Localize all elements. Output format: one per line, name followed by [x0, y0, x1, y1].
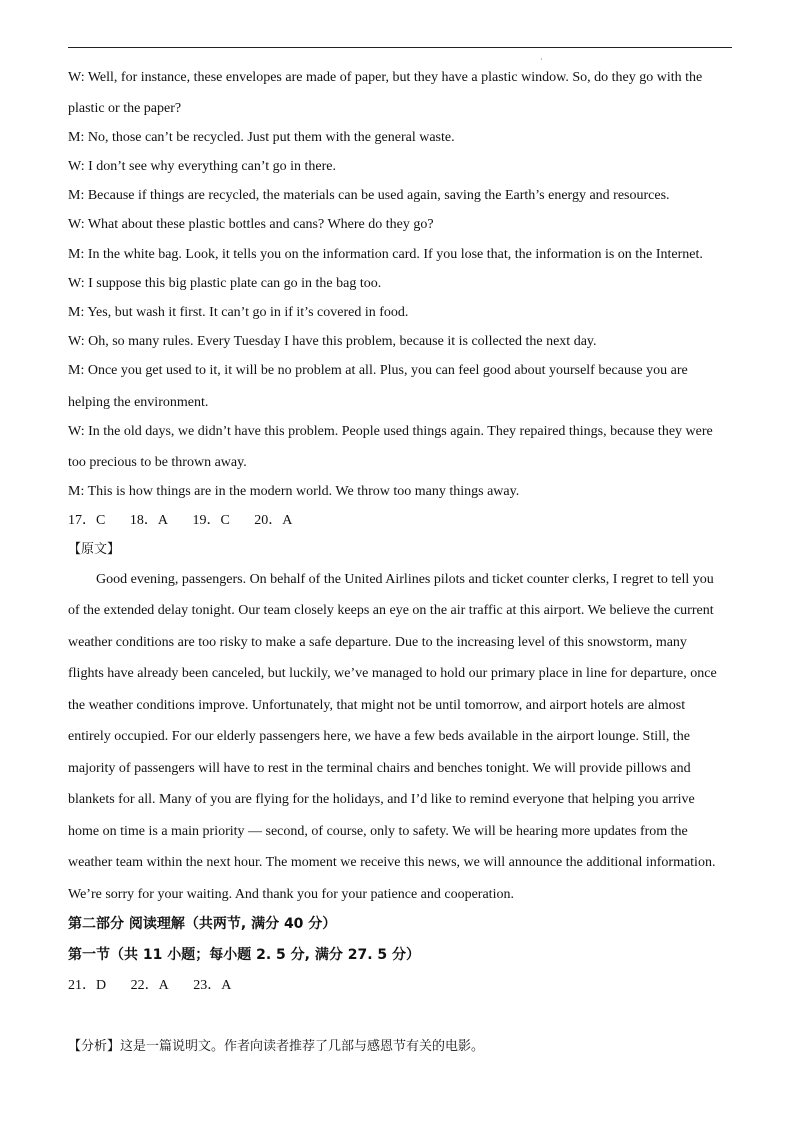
analysis-paragraph: 【分析】这是一篇说明文。作者向读者推荐了几部与感恩节有关的电影。: [68, 1039, 485, 1054]
dialogue-line: M: This is how things are in the modern world. We throw too many things away.: [68, 484, 520, 499]
dialogue-line: M: No, those can’t be recycled. Just put them with the general waste.: [68, 130, 455, 145]
dialogue-line: M: Once you get used to it, it will be no problem at all. Plus, you can feel good about yourself because you are: [68, 363, 688, 378]
header-rule: [68, 47, 732, 48]
passage-line: Good evening, passengers. On behalf of the United Airlines pilots and ticket counter clerks, I regret to tell you: [96, 572, 714, 587]
dialogue-line: W: In the old days, we didn’t have this problem. People used things again. They repaired things, because they were: [68, 424, 713, 439]
answer-key-21-23: 21．D 22．A 23．A: [68, 978, 232, 993]
dialogue-line: W: What about these plastic bottles and cans? Where do they go?: [68, 217, 434, 232]
passage-line: weather team within the next hour. The moment we receive this news, we will announce the additional information.: [68, 855, 716, 870]
dialogue-line: M: In the white bag. Look, it tells you on the information card. If you lose that, the information is on the Internet.: [68, 247, 703, 262]
passage-line: of the extended delay tonight. Our team closely keeps an eye on the air traffic at this airport. We believe the current: [68, 603, 714, 618]
passage-line: the weather conditions improve. Unfortunately, that might not be until tomorrow, and airport hotels are almost: [68, 698, 686, 713]
passage-line: majority of passengers will have to rest in the terminal chairs and benches tonight. We will provide pillows and: [68, 761, 691, 776]
passage-line: blankets for all. Many of you are flying for the holidays, and I’d like to remind everyone that helping you arrive: [68, 792, 695, 807]
original-text-label: 【原文】: [68, 542, 121, 557]
dialogue-line: M: Yes, but wash it first. It can’t go in if it’s covered in food.: [68, 305, 409, 320]
header-dot: ·: [540, 55, 543, 64]
dialogue-line: W: I suppose this big plastic plate can go in the bag too.: [68, 276, 382, 291]
dialogue-line: plastic or the paper?: [68, 101, 182, 116]
dialogue-line: W: Well, for instance, these envelopes are made of paper, but they have a plastic window. So, do they go with the: [68, 70, 703, 85]
passage-line: weather conditions are too risky to make a safe departure. Due to the increasing level of this snowstorm, many: [68, 635, 687, 650]
passage-line: entirely occupied. For our elderly passengers here, we have a few beds available in the airport lounge. Still, the: [68, 729, 691, 744]
answer-key-17-20: 17．C 18．A 19．C 20．A: [68, 513, 293, 528]
dialogue-line: too precious to be thrown away.: [68, 455, 247, 470]
section-heading: 第二部分 阅读理解（共两节, 满分 40 分）: [68, 916, 337, 932]
dialogue-line: W: Oh, so many rules. Every Tuesday I have this problem, because it is collected the next day.: [68, 334, 597, 349]
passage-line: flights have already been canceled, but luckily, we’ve managed to hold our primary place in line for departure, once: [68, 666, 717, 681]
dialogue-line: helping the environment.: [68, 395, 209, 410]
passage-line: home on time is a main priority — second, of course, only to safety. We will be hearing more updates from the: [68, 824, 688, 839]
dialogue-line: W: I don’t see why everything can’t go in there.: [68, 159, 336, 174]
dialogue-line: M: Because if things are recycled, the materials can be used again, saving the Earth’s energy and resources.: [68, 188, 670, 203]
subsection-heading: 第一节（共 11 小题；每小题 2. 5 分, 满分 27. 5 分）: [68, 947, 421, 963]
passage-line: We’re sorry for your waiting. And thank you for your patience and cooperation.: [68, 887, 514, 902]
